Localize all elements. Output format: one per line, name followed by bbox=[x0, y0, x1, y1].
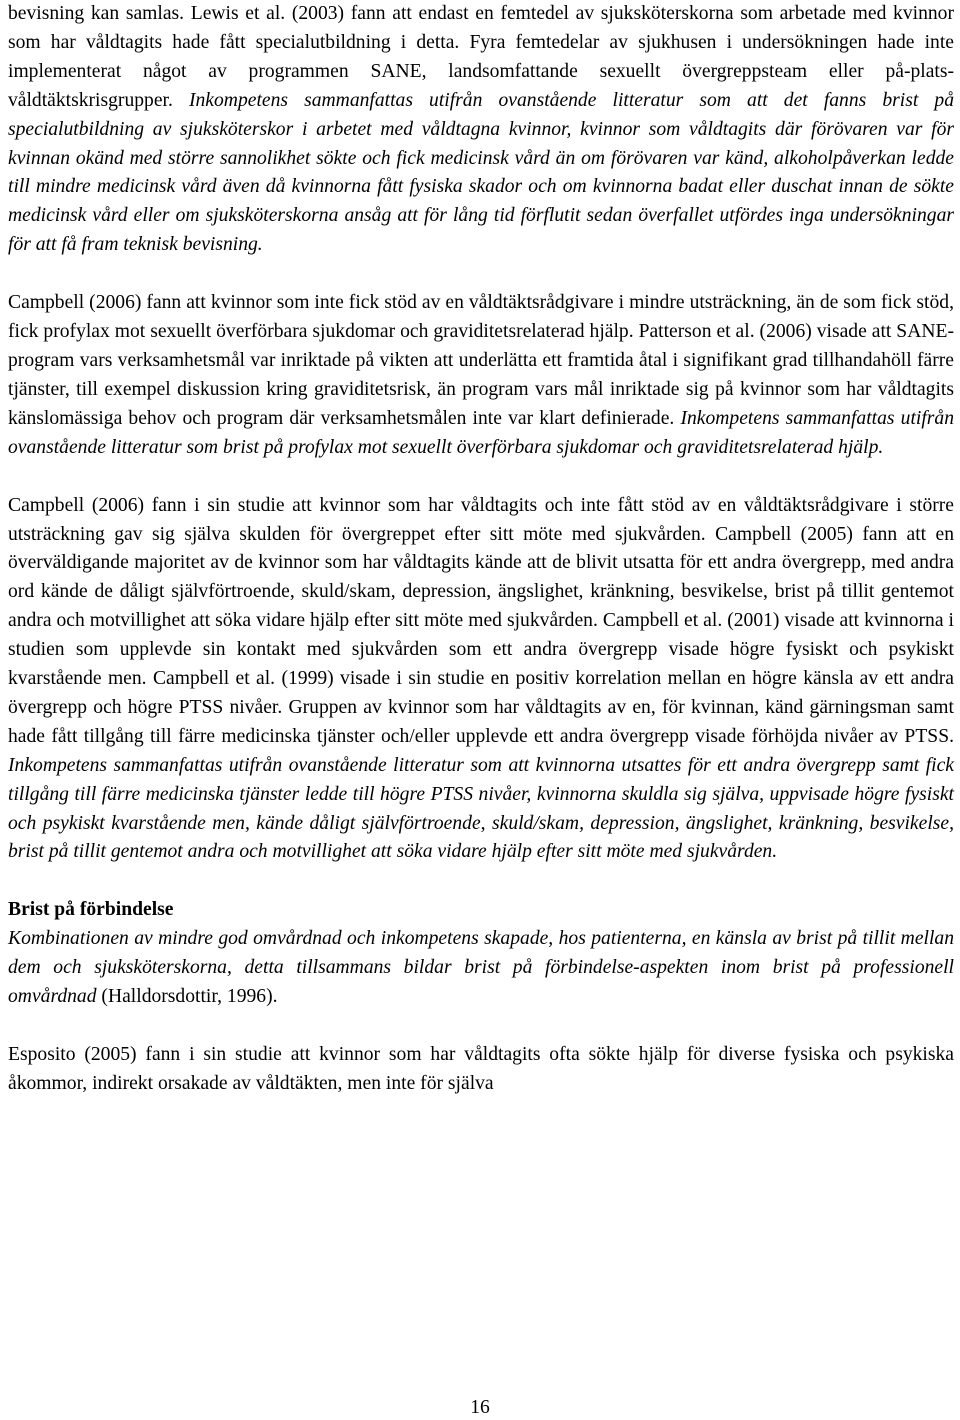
paragraph-text: Campbell (2006) fann att kvinnor som inte fick stöd av en våldtäktsrådgivare i mindre utsträckning, än de som fick stöd, fick profylax mot sexuellt överförbara sjukdomar och graviditetsrelaterad hjälp. Patterson et al. (2006) visade att SANE-program vars verksamhetsmål var inriktade på vikten att underlätta ett framtida åtal i signifikant grad tillhandahöll färre tjänster, till exempel diskussion kring graviditetsrisk, än program vars mål inriktade sig på kvinnor som har våldtagits känslomässiga behov och program där verksamhetsmålen inte var klart definierade. bbox=[8, 292, 954, 429]
summary-text: Kombinationen av mindre god omvårdnad och inkompetens skapade, hos patienterna, en känsla av brist på tillit mellan dem och sjuksköterskorna, detta tillsammans bildar brist på förbindelse-aspekten inom brist på professionell omvårdnad bbox=[8, 928, 954, 1008]
paragraph-brist-pa-forbindelse bbox=[8, 925, 954, 1012]
paragraph-text: bevisning kan samlas. Lewis et al. (2003) fann att endast en femtedel av sjuksköterskorna som arbetade med kvinnor som har våldtagits hade fått specialutbildning i detta. Fyra femtedelar av sjukhusen i undersökningen hade inte implementerat något av programmen SANE, landsomfattande sexuellt övergreppsteam eller på-plats-våldtäktskrisgrupper. bbox=[8, 3, 954, 111]
citation-text: (Halldorsdottir, 1996). bbox=[96, 986, 278, 1008]
paragraph-text: Campbell (2006) fann i sin studie att kvinnor som har våldtagits och inte fått stöd av en våldtäktsrådgivare i större utsträckning gav sig själva skulden för övergreppet efter sitt möte med sjukvården. Campbell (2005) fann att en överväldigande majoritet av de kvinnor som har våldtagits kände att de blivit utsatta för ett andra övergrepp, med andra ord kände de dåligt självförtroende, skuld/skam, depression, ängslighet, kränkning, besvikelse, brist på tillit gentemot andra och motvillighet att söka vidare hjälp efter sitt möte med sjukvården. Campbell et al. (2001) visade att kvinnorna i studien som upplevde sin kontakt med sjukvården som ett andra övergrepp visade högre fysiskt och psykiskt kvarstående men. Campbell et al. (1999) visade i sin studie en positiv korrelation mellan en högre känsla av ett andra övergrepp och högre PTSS nivåer. Gruppen av kvinnor som har våldtagits av en, för kvinnan, känd gärningsman samt hade fått tillgång till färre medicinska tjänster och/eller upplevde ett andra övergrepp visade förhöjda nivåer av PTSS. bbox=[8, 494, 954, 747]
summary-text: Inkompetens sammanfattas utifrån ovanstående litteratur som brist på profylax mot sexuellt överförbara sjukdomar och graviditetsrelaterad hjälp. bbox=[8, 407, 954, 458]
paragraph-inkompetens-andra-overgrepp bbox=[8, 492, 954, 868]
summary-text: Inkompetens sammanfattas utifrån ovanstående litteratur som att det fanns brist på specialutbildning av sjuksköterskor i arbetet med våldtagna kvinnor, kvinnor som våldtagits där förövaren var för kvinnan okänd med större sannolikhet sökte och fick medicinsk vård än om förövaren var känd, alkoholpåverkan ledde till mindre medicinsk vård även då kvinnorna fått fysiska skador och om kvinnorna badat eller duschat innan de sökte medicinsk vård eller om sjuksköterskorna ansåg att för lång tid förflutit sedan överfallet utfördes inga undersökningar för att få fram teknisk bevisning. bbox=[8, 89, 954, 256]
paragraph-esposito bbox=[8, 1041, 954, 1099]
section-heading: Brist på förbindelse bbox=[8, 899, 174, 921]
document-page bbox=[8, 0, 954, 1099]
paragraph-inkompetens-utbildning bbox=[8, 0, 954, 260]
page-number: 16 bbox=[470, 1397, 490, 1418]
paragraph-text: Esposito (2005) fann i sin studie att kvinnor som har våldtagits ofta sökte hjälp för diverse fysiska och psykiska åkommor, indirekt orsakade av våldtäkten, men inte för själva bbox=[8, 1044, 954, 1094]
paragraph-inkompetens-profylax bbox=[8, 289, 954, 462]
summary-text: Inkompetens sammanfattas utifrån ovanstående litteratur som att kvinnorna utsattes för ett andra övergrepp samt fick tillgång till färre medicinska tjänster ledde till högre PTSS nivåer, kvinnorna skuldla sig själva, uppvisade högre fysiskt och psykiskt kvarstående men, kände dåligt självförtroende, skuld/skam, depression, ängslighet, kränkning, besvikelse, brist på tillit gentemot andra och motvillighet att söka vidare hjälp efter sitt möte med sjukvården. bbox=[8, 754, 954, 863]
